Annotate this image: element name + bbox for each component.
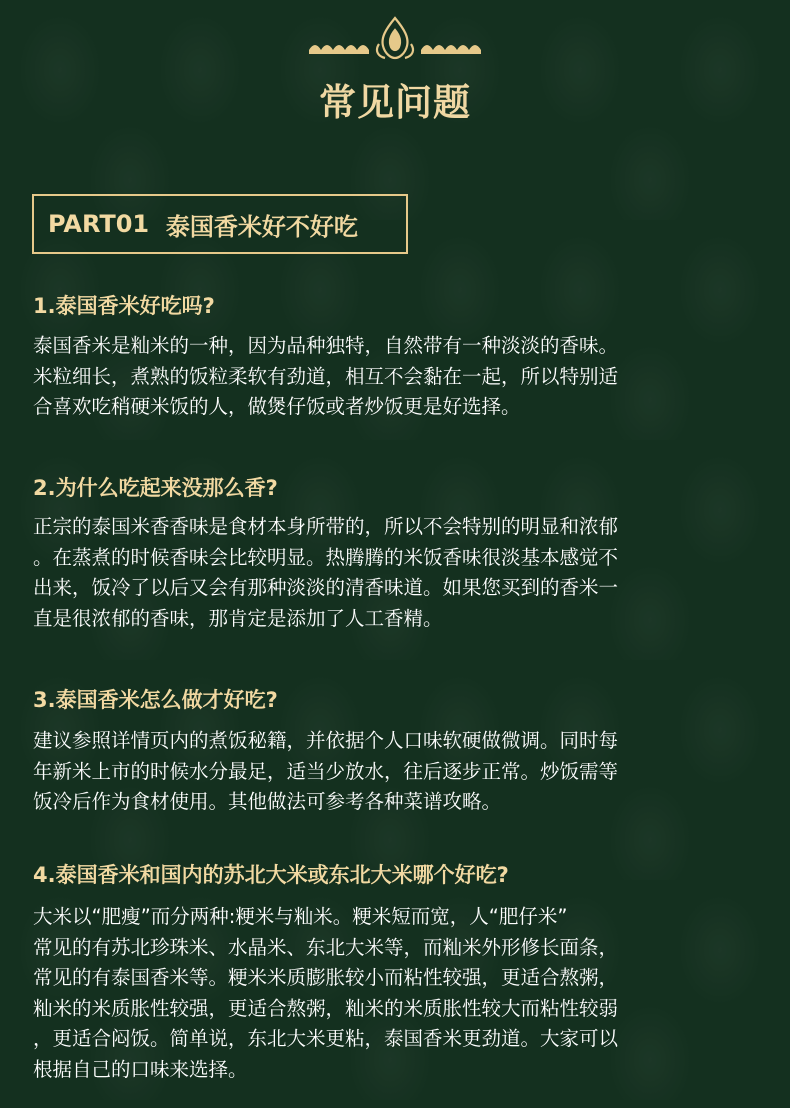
answer-line: 年新米上市的时候水分最足，适当少放水，往后逐步正常。炒饭需等 — [33, 759, 619, 783]
part-name: 泰国香米好不好吃 — [165, 212, 358, 241]
answer-line: 根据自己的口味来选择。 — [33, 1057, 248, 1081]
answer-line: 籼米的米质胀性较强，更适合熬粥，籼米的米质胀性较大而粘性较弱 — [33, 996, 619, 1020]
faq-question-4: 4.泰国香米和国内的苏北大米或东北大米哪个好吃? — [33, 863, 509, 887]
answer-line: 建议参照详情页内的煮饭秘籍，并依据个人口味软硬做微调。同时每 — [33, 729, 619, 752]
answer-line: 直是很浓郁的香味，那肯定是添加了人工香精。 — [33, 606, 443, 630]
faq-answer-4 — [33, 902, 757, 1085]
faq-answer-2 — [33, 512, 757, 634]
faq-question-2: 2.为什么吃起来没那么香? — [33, 476, 278, 500]
answer-line: 饭冷后作为食材使用。其他做法可参考各种菜谱攻略。 — [33, 790, 502, 813]
page-title: 常见问题 — [319, 81, 471, 124]
part-heading — [32, 194, 408, 254]
answer-line: 常见的有泰国香米等。粳米米质膨胀较小而粘性较强，更适合熬粥， — [33, 966, 619, 989]
answer-line: 常见的有苏北珍珠米、水晶米、东北大米等，而籼米外形修长面条， — [33, 935, 619, 959]
answer-line: 米粒细长，煮熟的饭粒柔软有劲道，相互不会黏在一起，所以特别适 — [33, 364, 619, 388]
answer-line: 。在蒸煮的时候香味会比较明显。热腾腾的米饭香味很淡基本感觉不 — [33, 545, 619, 569]
answer-line: ，更适合闷饭。简单说，东北大米更粘，泰国香米更劲道。大家可以 — [33, 1027, 619, 1050]
answer-line: 大米以“肥瘦”而分两种:粳米与籼米。粳米短而宽，人“肥仔米” — [33, 905, 568, 928]
faq-answer-1 — [33, 331, 757, 423]
part-code: PART01 — [48, 210, 150, 238]
faq-question-1: 1.泰国香米好吃吗? — [33, 294, 215, 318]
answer-line: 正宗的泰国米香香味是食材本身所带的，所以不会特别的明显和浓郁 — [33, 515, 619, 538]
faq-question-3: 3.泰国香米怎么做才好吃? — [33, 688, 278, 712]
faq-answer-3 — [33, 726, 757, 818]
answer-line: 出来，饭冷了以后又会有那种淡淡的清香味道。如果您买到的香米一 — [33, 576, 619, 599]
answer-line: 泰国香米是籼米的一种，因为品种独特，自然带有一种淡淡的香味。 — [33, 334, 619, 357]
answer-line: 合喜欢吃稍硬米饭的人，做煲仔饭或者炒饭更是好选择。 — [33, 395, 521, 418]
lotus-ornament-icon — [305, 14, 485, 62]
